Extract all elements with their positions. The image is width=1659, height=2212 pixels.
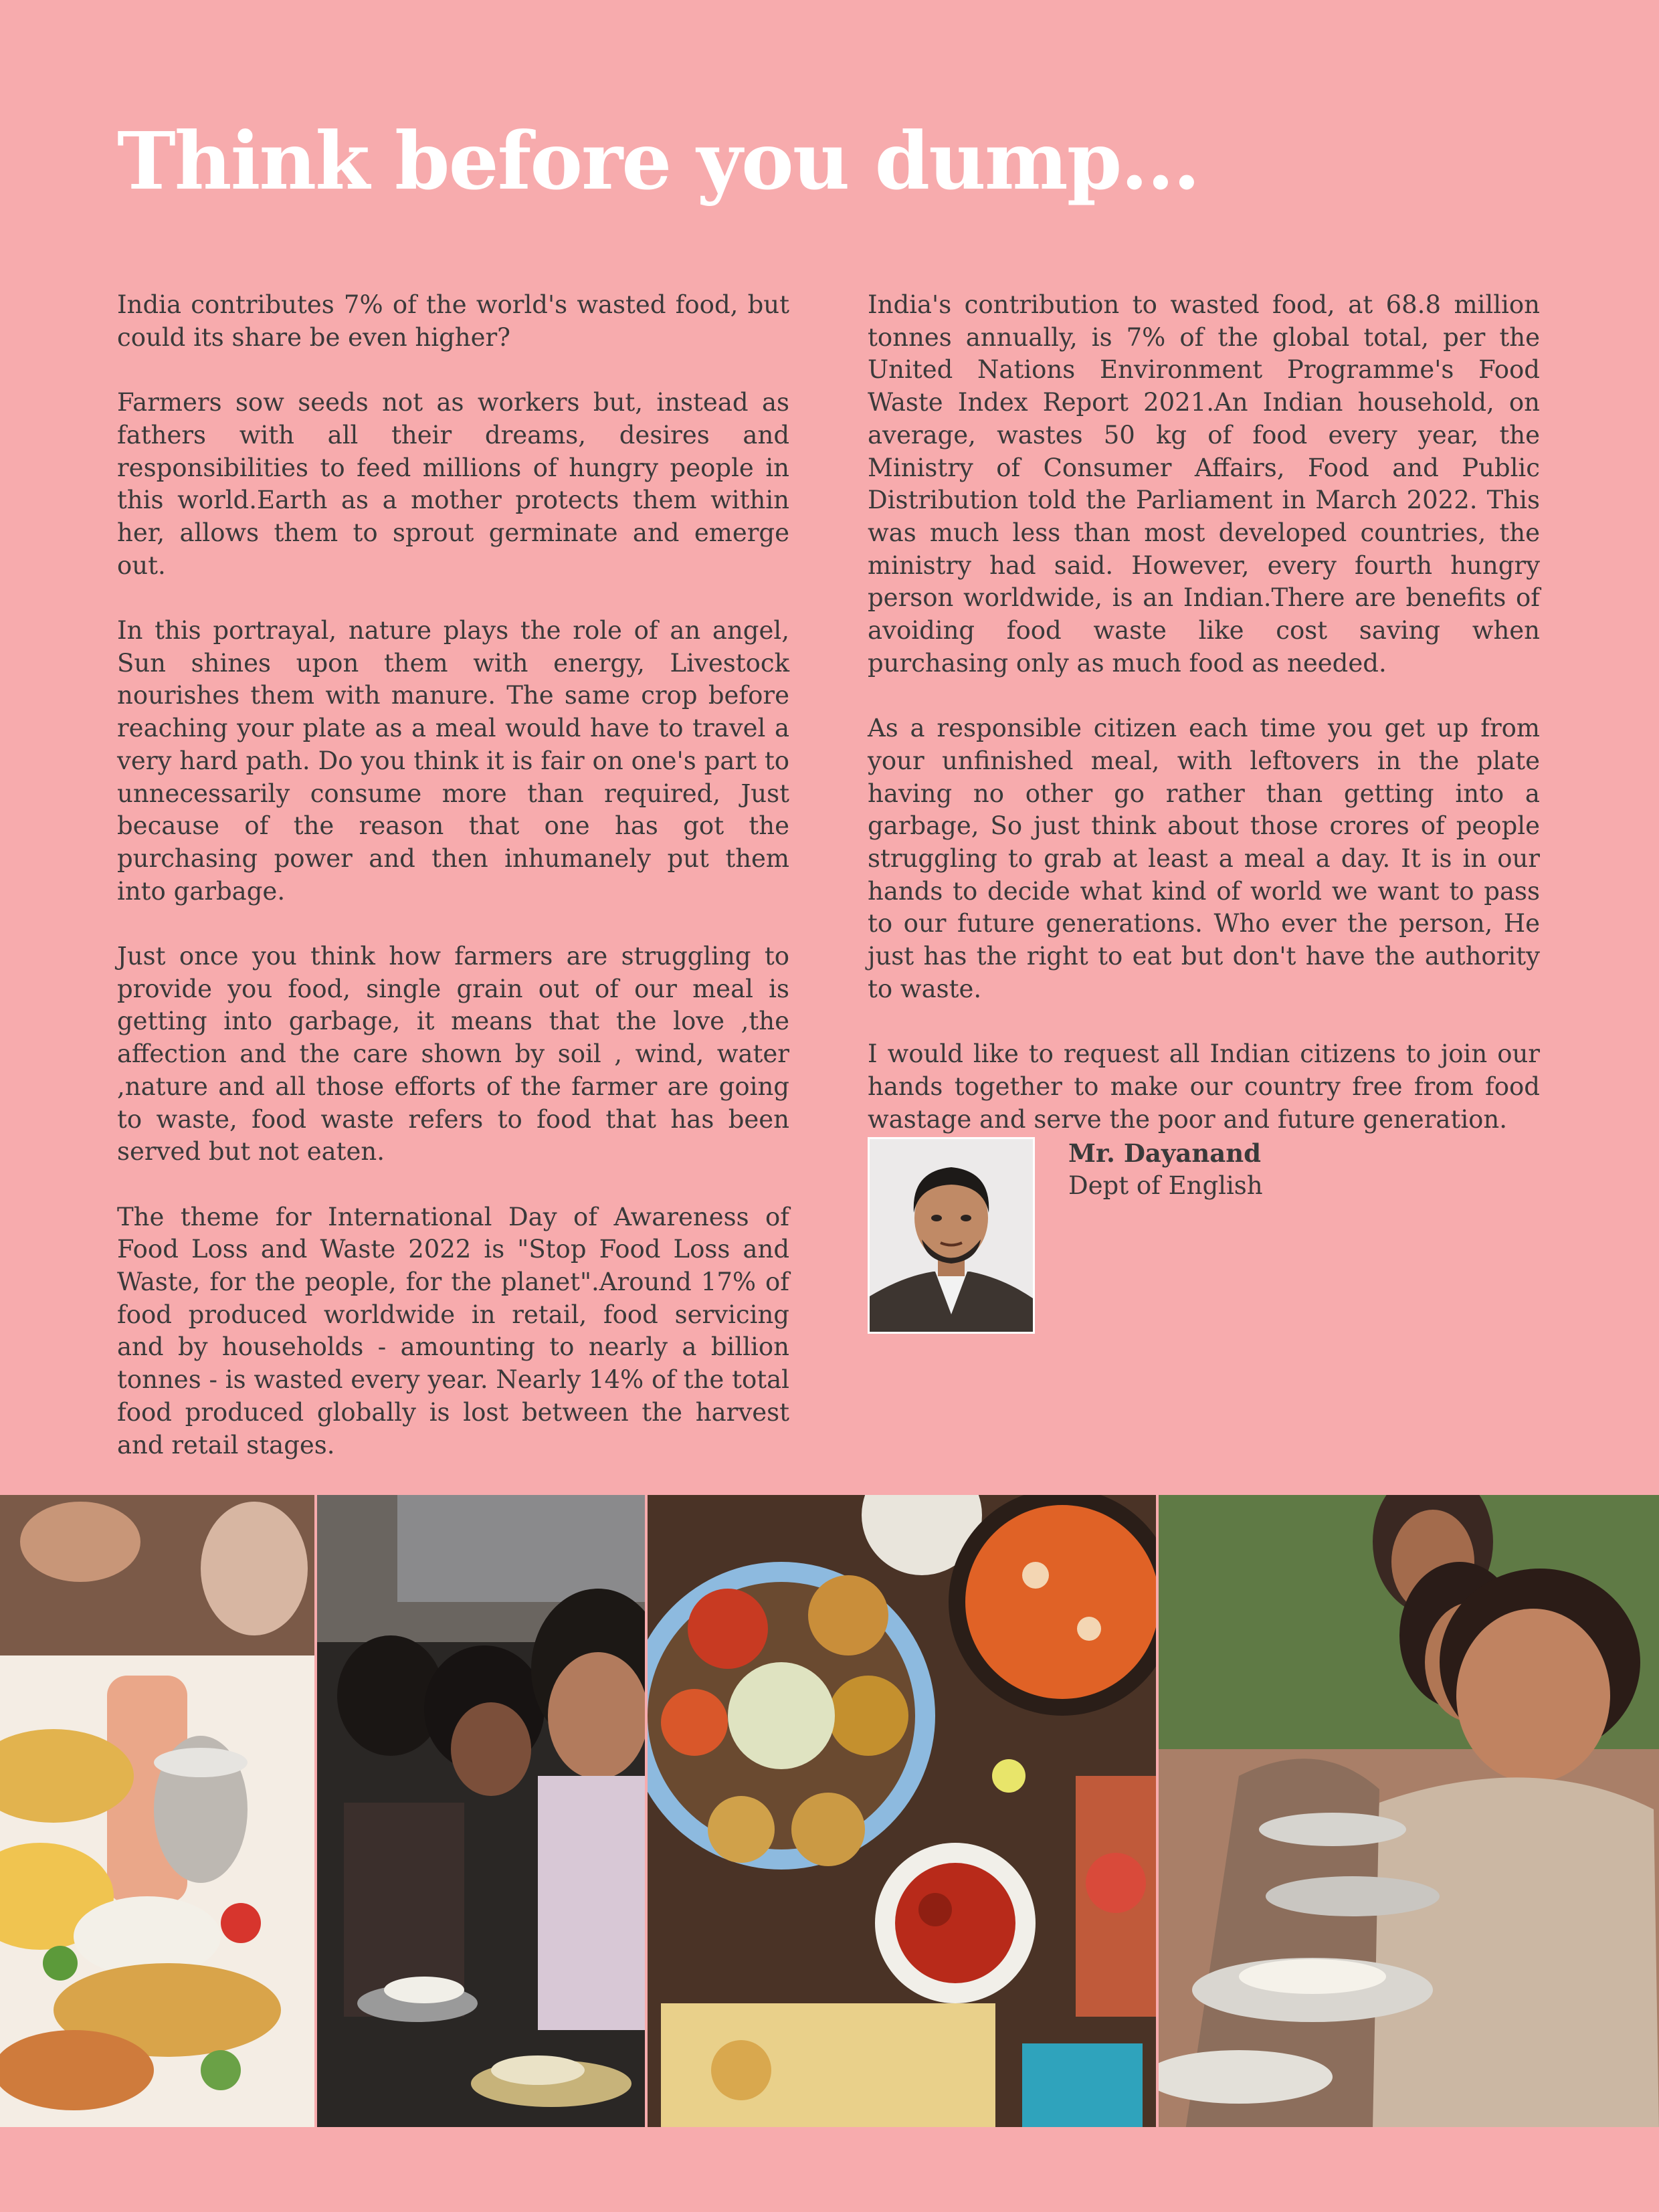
buffet-food-photo bbox=[0, 1495, 314, 2127]
indian-dishes-photo bbox=[648, 1495, 1156, 2127]
article-title: Think before you dump... bbox=[117, 114, 1199, 207]
girls-with-plates-photo bbox=[1159, 1495, 1659, 2127]
paragraph: Just once you think how farmers are struggling to provide you food, single grain out of our meal is getting into garbage, it means that the love ,the affection and the care shown by soil , wind, water ,nature and all those efforts of the farmer are going to waste, food waste refers to food that has been served but not eaten. bbox=[117, 942, 789, 1167]
paragraph: India contributes 7% of the world's wasted food, but could its share be even higher? bbox=[117, 290, 789, 352]
author-block bbox=[868, 1137, 1540, 1338]
paragraph: The theme for International Day of Awareness of Food Loss and Waste 2022 is "Stop Food Loss and Waste, for the people, for the planet".Around 17% of food produced worldwide in retail, food servicing and by households - amounting to nearly a billion tonnes - is wasted every year. Nearly 14% of the total food produced globally is lost between the harvest and retail stages. bbox=[117, 1202, 789, 1460]
paragraph: As a responsible citizen each time you get up from your unfinished meal, with leftovers in the plate having no other go rather than getting into a garbage, So just think about those crores of people struggling to grab at least a meal a day. It is in our hands to decide what kind of world we want to pass to our future generations. Who ever the person, He just has the right to eat but don't have the authority to waste. bbox=[868, 714, 1540, 1003]
author-department: Dept of English bbox=[1068, 1171, 1263, 1200]
left-column bbox=[117, 289, 789, 1494]
right-column bbox=[868, 289, 1540, 1169]
paragraph: India's contribution to wasted food, at 68.8 million tonnes annually, is 7% of the global total, per the United Nations Environment Programme's Food Waste Index Report 2021.An Indian household, on average, wastes 50 kg of food every year, the Ministry of Consumer Affairs, Food and Public Distribution told the Parliament in March 2022. This was much less than most developed countries, the ministry had said. However, every fourth hungry person worldwide, is an Indian.There are benefits of avoiding food waste like cost saving when purchasing only as much food as needed. bbox=[868, 290, 1540, 678]
paragraph: Farmers sow seeds not as workers but, instead as fathers with all their dreams, desires and responsibilities to feed millions of hungry people in this world.Earth as a mother protects them within her, allows them to sprout germinate and emerge out. bbox=[117, 388, 789, 580]
photo-strip bbox=[0, 1495, 1659, 2127]
children-eating-photo bbox=[317, 1495, 645, 2127]
author-name: Mr. Dayanand bbox=[1068, 1138, 1261, 1168]
author-photo bbox=[868, 1137, 1035, 1334]
paragraph: I would like to request all Indian citizens to join our hands together to make our country free from food wastage and serve the poor and future generation. bbox=[868, 1039, 1540, 1134]
paragraph: In this portrayal, nature plays the role of an angel, Sun shines upon them with energy, Livestock nourishes them with manure. The same crop before reaching your plate as a meal would have to travel a very hard path. Do you think it is fair on one's part to unnecessarily consume more than required, Just because of the reason that one has got the purchasing power and then inhumanely put them into garbage. bbox=[117, 616, 789, 906]
